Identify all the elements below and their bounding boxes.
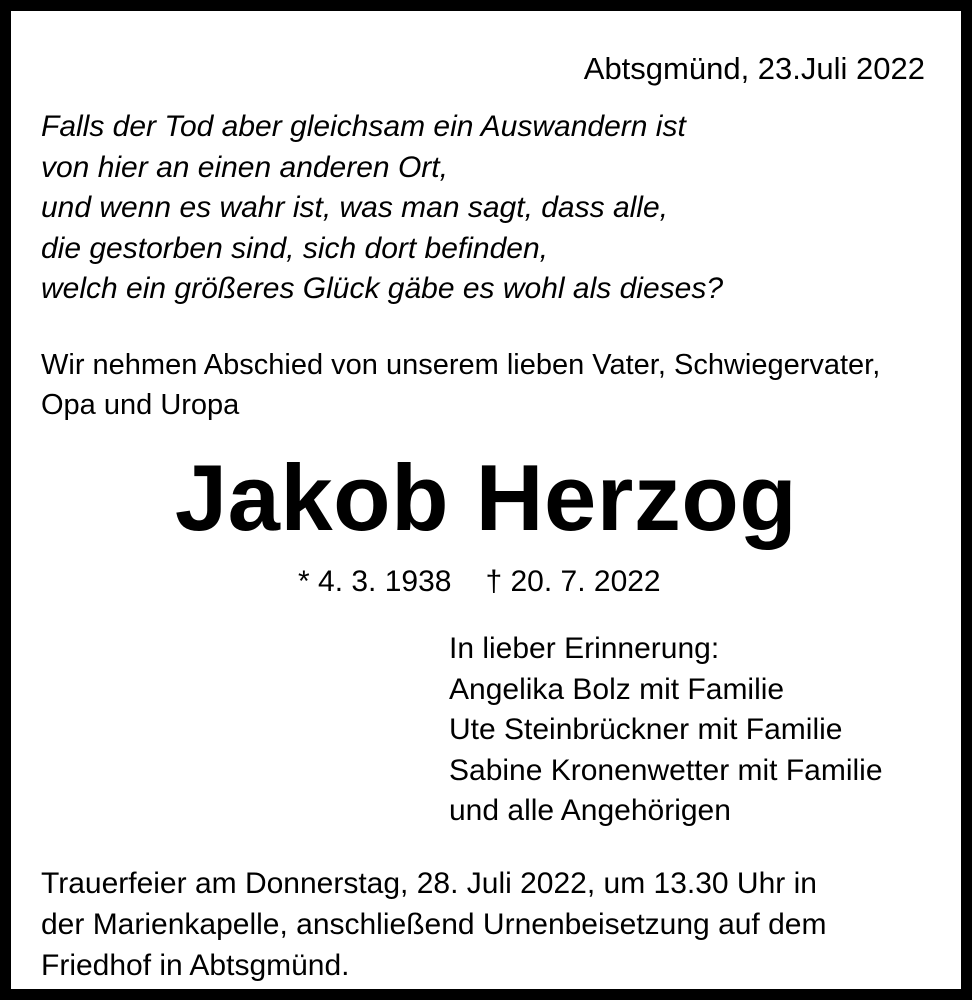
mourner-entry: und alle Angehörigen <box>449 794 731 827</box>
poem-quote <box>41 107 723 310</box>
farewell-intro <box>41 345 880 425</box>
ceremony-line: der Marienkapelle, anschließend Urnenbeisetzung auf dem <box>41 908 827 941</box>
ceremony-line: Friedhof in Abtsgmünd. <box>41 949 350 982</box>
poem-line: von hier an einen anderen Ort, <box>41 150 448 184</box>
mourner-entry: Sabine Kronenwetter mit Familie <box>449 753 883 787</box>
poem-line: welch ein größeres Glück gäbe es wohl als dieses? <box>41 272 724 305</box>
mourners-heading: In lieber Erinnerung: <box>449 632 720 665</box>
ceremony-line: Trauerfeier am Donnerstag, 28. Juli 2022, um 13.30 Uhr in <box>41 867 817 900</box>
poem-line: Falls der Tod aber gleichsam ein Auswandern ist <box>41 110 686 143</box>
ceremony-info <box>41 863 826 986</box>
death-date: † 20. 7. 2022 <box>485 565 661 598</box>
mourner-entry: Angelika Bolz mit Familie <box>449 672 785 706</box>
life-dates <box>298 567 661 597</box>
deceased-name: Jakob Herzog <box>174 445 798 550</box>
poem-line: und wenn es wahr ist, was man sagt, dass alle, <box>41 191 668 224</box>
intro-line: Wir nehmen Abschied von unserem lieben Vater, Schwiegervater, <box>41 349 881 381</box>
place-date: Abtsgmünd, 23.Juli 2022 <box>583 51 925 86</box>
mourners-list <box>449 629 883 832</box>
intro-line: Opa und Uropa <box>41 389 240 421</box>
mourner-entry: Ute Steinbrückner mit Familie <box>449 713 843 746</box>
poem-line: die gestorben sind, sich dort befinden, <box>41 231 548 265</box>
birth-date: * 4. 3. 1938 <box>298 565 452 598</box>
